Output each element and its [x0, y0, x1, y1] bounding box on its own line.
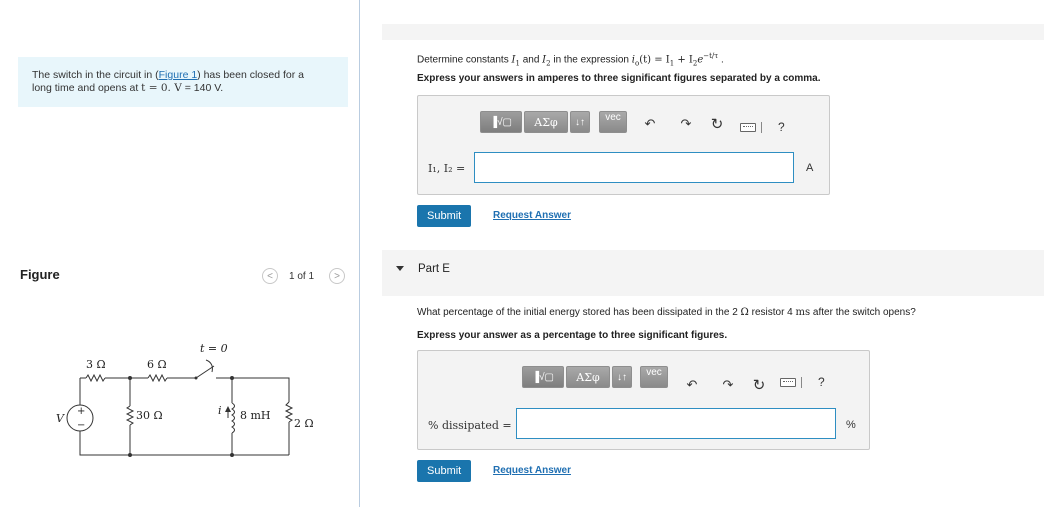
template-button[interactable]: ▐√▢ — [480, 111, 522, 133]
math: Ω — [740, 307, 749, 318]
part-d-header-band — [382, 24, 1044, 40]
question-text: and — [519, 54, 543, 66]
math: I — [511, 54, 516, 66]
reset-icon[interactable]: ↻ — [752, 377, 766, 394]
part-e-title[interactable]: Part E — [418, 263, 450, 275]
keyboard-icon[interactable] — [780, 378, 796, 387]
label-6ohm: 6 Ω — [147, 358, 167, 371]
wire-switch-right — [216, 378, 289, 402]
label-3ohm: 3 Ω — [86, 358, 106, 371]
switch-blade — [196, 366, 214, 378]
part-d-answer-panel — [417, 95, 830, 195]
node-dot — [230, 453, 234, 457]
figure-link[interactable]: Figure 1 — [158, 69, 198, 81]
help-icon[interactable]: ? — [778, 120, 785, 134]
part-e-question — [417, 307, 916, 318]
question-text: after the switch opens? — [810, 307, 916, 318]
math: 2 — [546, 59, 551, 68]
part-d-unit: A — [806, 162, 814, 174]
math: (t) = I — [639, 54, 670, 66]
collapse-caret-icon[interactable] — [396, 266, 404, 271]
part-d-request-answer-link[interactable]: Request Answer — [493, 210, 571, 221]
node-dot — [128, 453, 132, 457]
circuit-diagram — [0, 330, 360, 470]
figure-count: 1 of 1 — [289, 271, 315, 282]
reset-icon[interactable]: ↻ — [710, 116, 724, 133]
figure-next-button[interactable]: > — [329, 268, 345, 284]
greek-symbols-button[interactable]: ΑΣφ — [566, 366, 610, 388]
part-e-instruction: Express your answer as a percentage to three significant figures. — [417, 330, 728, 341]
inductor-coil — [232, 403, 235, 433]
math: i — [631, 54, 635, 66]
help-icon[interactable]: ? — [818, 375, 825, 389]
column-divider — [359, 0, 360, 507]
figure-prev-button[interactable]: < — [262, 268, 278, 284]
undo-icon[interactable]: ↶ — [644, 116, 656, 131]
label-current: i — [218, 404, 222, 417]
problem-text: = 140 V. — [181, 82, 224, 94]
label-2ohm: 2 Ω — [294, 417, 314, 430]
part-d-question — [417, 52, 724, 67]
problem-text: long time and opens at — [32, 82, 142, 94]
greek-symbols-button[interactable]: ΑΣφ — [524, 111, 568, 133]
question-text: resistor 4 — [748, 307, 796, 318]
math: + I — [674, 54, 693, 66]
part-e-input-label: % dissipated = — [428, 419, 512, 432]
resistor-2ohm — [286, 402, 292, 422]
part-d-input-label: I₁, I₂ = — [428, 162, 466, 175]
undo-icon[interactable]: ↶ — [686, 377, 698, 392]
template-button[interactable]: ▐√▢ — [522, 366, 564, 388]
node-dot — [128, 376, 132, 380]
redo-icon[interactable]: ↷ — [680, 116, 692, 131]
label-minus: − — [77, 420, 86, 431]
resistor-30ohm — [127, 406, 133, 425]
resistor-6ohm — [148, 375, 167, 381]
math: 1 — [669, 59, 675, 68]
part-d-answer-input[interactable] — [474, 152, 794, 183]
label-plus: + — [77, 406, 86, 417]
keyboard-icon[interactable] — [740, 123, 756, 132]
wire-left-bottom — [80, 431, 289, 455]
math: 2 — [692, 59, 698, 68]
problem-text: ) has been closed for a — [197, 69, 304, 81]
part-e-request-answer-link[interactable]: Request Answer — [493, 465, 571, 476]
vector-button[interactable]: vec — [599, 111, 627, 133]
toolbar-separator — [801, 377, 802, 388]
label-source: V — [56, 412, 64, 425]
math: o — [634, 59, 640, 68]
question-text: What percentage of the initial energy stored has been dissipated in the 2 — [417, 307, 741, 318]
figure-label: Figure — [20, 267, 60, 282]
question-text: Determine constants — [417, 54, 512, 66]
problem-line-2 — [32, 82, 348, 95]
redo-icon[interactable]: ↷ — [722, 377, 734, 392]
label-switch: t = 0 — [200, 342, 228, 355]
problem-math: t = 0. V — [141, 82, 182, 94]
node-dot — [230, 376, 234, 380]
part-d-submit-button[interactable]: Submit — [417, 205, 471, 227]
part-d-instruction: Express your answers in amperes to three significant figures separated by a comma. — [417, 73, 821, 84]
question-text: . — [718, 54, 724, 66]
part-e-answer-panel — [417, 350, 870, 450]
question-text: in the expression — [550, 54, 632, 66]
problem-line-1 — [32, 69, 348, 82]
math: 1 — [515, 59, 520, 68]
toolbar-separator — [761, 122, 762, 133]
part-e-answer-input[interactable] — [516, 408, 836, 439]
resistor-3ohm — [86, 375, 105, 381]
math: −t/τ — [703, 52, 719, 60]
label-8mH: 8 mH — [240, 409, 271, 422]
subscript-superscript-button[interactable]: ↓↑ — [570, 111, 590, 133]
math: ms — [795, 307, 811, 318]
problem-text: The switch in the circuit in ( — [32, 69, 159, 81]
vector-button[interactable]: vec — [640, 366, 668, 388]
subscript-superscript-button[interactable]: ↓↑ — [612, 366, 632, 388]
part-e-unit: % — [846, 419, 856, 431]
node-dot — [195, 377, 198, 380]
math: e — [697, 54, 704, 66]
problem-statement — [18, 57, 348, 107]
math: I — [542, 54, 547, 66]
part-e-header-band[interactable] — [382, 250, 1044, 296]
part-e-submit-button[interactable]: Submit — [417, 460, 471, 482]
label-30ohm: 30 Ω — [136, 409, 163, 422]
